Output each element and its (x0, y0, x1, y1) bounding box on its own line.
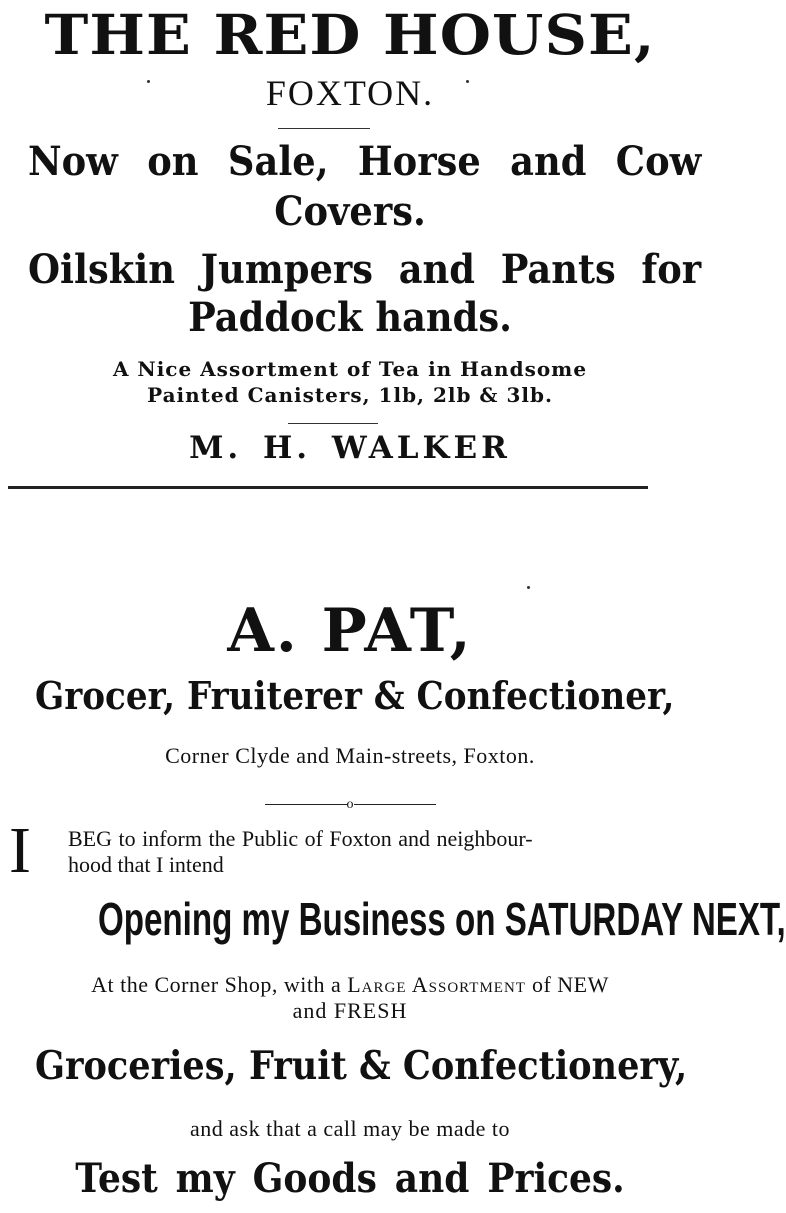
a-pat-test-line: Test my Goods and Prices. (75, 1155, 625, 1202)
a-pat-opening: Opening my Business on SATURDAY NEXT, (97, 893, 786, 945)
red-house-sale-line: Now on Sale, Horse and Cow (28, 138, 702, 185)
drop-cap: I (9, 814, 31, 887)
print-speck (147, 80, 150, 83)
ornament-divider (0, 797, 700, 813)
a-pat-ask-line: and ask that a call may be made to (190, 1116, 510, 1141)
red-house-title: THE RED HOUSE, (44, 2, 656, 67)
divider-line (354, 804, 436, 805)
a-pat-trade: Grocer, Fruiterer & Confectioner, (35, 673, 675, 718)
a-pat-intro-line: hood that I intend (68, 852, 224, 877)
print-speck (466, 80, 469, 83)
a-pat-name: A. PAT, (227, 596, 473, 666)
divider-mark: o (346, 797, 354, 812)
short-divider (288, 423, 378, 424)
divider-line (265, 804, 347, 805)
a-pat-fresh-line: and FRESH (292, 998, 408, 1023)
corner-text-smallcaps: Large Assortment (347, 972, 526, 997)
print-speck (527, 586, 530, 589)
red-house-oilskin-line: Oilskin Jumpers and Pants for (28, 246, 702, 293)
red-house-owner: M. H. WALKER (189, 430, 511, 466)
red-house-town: FOXTON. (265, 73, 435, 113)
a-pat-groceries: Groceries, Fruit & Confectionery, (35, 1043, 688, 1089)
a-pat-corner-shop-line (0, 972, 700, 998)
advert-separator (8, 486, 648, 489)
corner-text-c: of NEW (525, 972, 609, 997)
corner-text-a: At the Corner Shop, with a (91, 972, 348, 997)
red-house-canisters-line: Painted Canisters, 1lb, 2lb & 3lb. (147, 383, 553, 407)
red-house-covers-line: Covers. (274, 188, 426, 235)
short-divider (278, 128, 370, 129)
red-house-paddock-line: Paddock hands. (188, 294, 512, 341)
red-house-tea-line: A Nice Assortment of Tea in Handsome (112, 357, 588, 381)
a-pat-intro-line: BEG to inform the Public of Foxton and neighbour- (68, 826, 533, 851)
a-pat-address: Corner Clyde and Main-streets, Foxton. (165, 743, 535, 768)
